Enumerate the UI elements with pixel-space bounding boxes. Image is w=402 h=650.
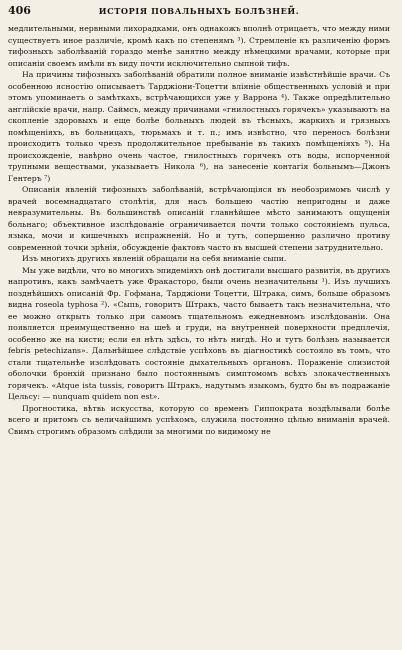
paragraph-6: Прогностика, вѣтвь искусства, которую со временъ Гиппократа воздѣлывали болѣе всего и притомъ съ величайшимъ успѣхомъ, служила постоянно цѣлью вниманія врачей. Свимъ строгимъ образомъ слѣдили за многими по видимому не	[8, 403, 390, 436]
paragraph-2: На причины тифозныхъ заболѣваній обратили полное вниманіе извѣстнѣйшіе врачи. Съ особенною ясностію описываетъ Тарджіони-Тоцетти вліяніе общественныхъ условій и при этомъ упоминаетъ о замѣткахъ, встрѣчающихся уже у Варрона ⁴). Также опредѣлительно англійскіе врачи, напр. Саймсъ, между причинами «гнилостныхъ горячекъ» указываютъ на скопленіе здоровыхъ и еще болѣе больныхъ людей въ тѣсныхъ, жаркихъ и грязныхъ помѣщеніяхъ, въ больницахъ, тюрьмахъ и т. п.; имъ извѣстно, что переносъ болѣзни происходитъ только чрезъ продолжительное пребываніе въ такихъ помѣщеніяхъ ⁵). На происхожденіе, навѣрно очень частое, гнилостныхъ горячекъ отъ воды, испорченной трупными веществами, указываетъ Никола ⁶), на занесеніе контагія больнымъ—Джонъ Гентеръ ⁷)	[8, 70, 390, 183]
paragraph-5: Мы уже видѣли, что во многихъ эпидеміяхъ онѣ достигали высшаго развитія, въ другихъ напротивъ, какъ замѣчаетъ уже Фракасторо, были очень незначительны ¹). Изъ лучшихъ позднѣйшихъ описаній Фр. Гофмана, Тарджіони Тоцетти, Штрака, симъ, больше образомъ видна roseola typhosa ²). «Сыпь, говоритъ Штракъ, часто бываетъ такъ незначительна, что ее можно открыть только при самомъ тщательномъ ежедневномъ изслѣдованіи. Она появляется преимущественно на шеѣ и груди, на внутренней поверхности предплечія, особенно же на кисти; если ея нѣтъ здѣсь, то нѣтъ нигдѣ. Но и тутъ болѣзнь называется febris petechizans». Дальнѣйшее слѣдствіе успѣховъ въ діагностикѣ состояло въ томъ, что стали тщательнѣе изслѣдовать состояніе дыхательныхъ органовъ. Пораженіе слизистой оболочки бронхій признано было постояннымъ симптомомъ всѣхъ злокачественныхъ горячекъ. «Atque ista tussis, говоритъ Штракъ, надутымъ языкомъ, будто бы въ подражаніе Цельсу: — nunquam quidem non est».	[8, 265, 390, 401]
body-text	[8, 23, 390, 437]
paragraph-4: Изъ многихъ другихъ явленій обращали на себя вниманіе сыпи.	[22, 254, 287, 263]
running-title: ИСТОРІЯ ПОВАЛЬНЫХЪ БОЛѢЗНЕЙ.	[98, 6, 300, 16]
paragraph-3: Описанія явленій тифозныхъ заболѣваній, встрѣчающіяся въ необозримомъ числѣ у врачей восемнадцатаго столѣтія, для насъ большею частію непригодны и даже невразумительны. Въ большинствѣ описаній главнѣйшее мѣсто занимаютъ ощущенія больнаго; объективное изслѣдованіе ограничивается почти только состояніемъ пульса, языка, мочи и кишечныхъ испражненій. Но и тутъ, сопершенно различно противу современной точки зрѣнія, обсужденіе фактовъ часто въ высшей степени затруднительно.	[8, 185, 390, 252]
paragraph-1: медлительными, нервными лихорадками, онъ однакожъ вполнѣ отрицаетъ, что между ними существуетъ иное различіе, кромѣ какъ по степенямъ ³). Стремленіе къ различенію формъ тифозныхъ заболѣваній гораздо менѣе занятно между нѣмецкими врачами, которые при описаніи своемъ имѣли въ виду почти исключительно сыпной тифъ.	[8, 24, 390, 68]
page-header	[8, 4, 390, 18]
page-number: 406	[8, 4, 31, 17]
